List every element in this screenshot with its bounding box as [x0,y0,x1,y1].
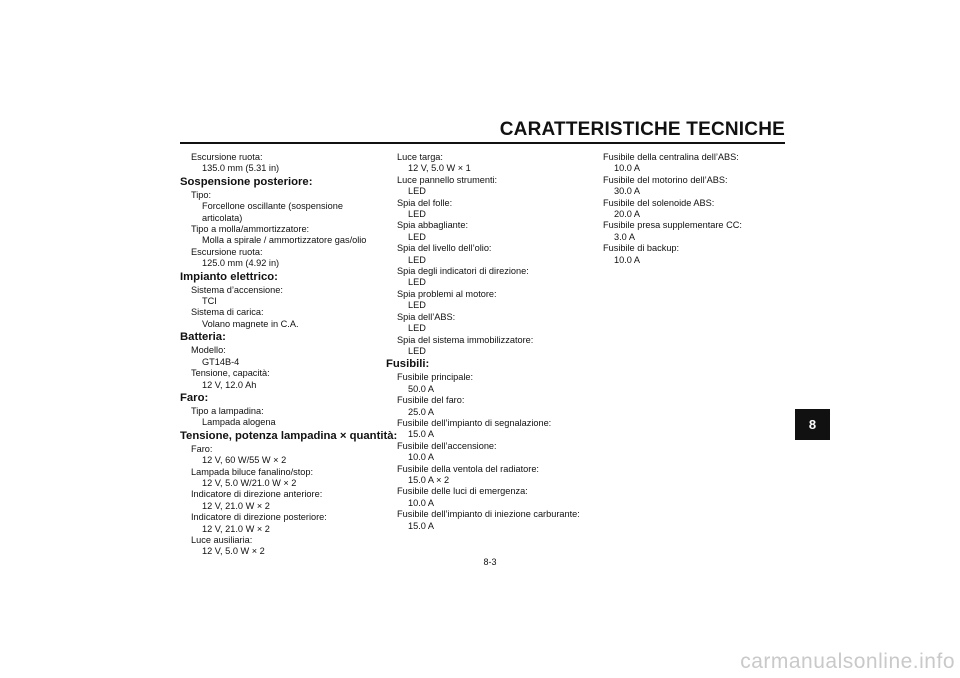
spec-label: Tipo: [191,189,212,200]
section-heading: Impianto elettrico: [180,270,278,283]
spec-value: LED [408,345,426,356]
section-heading: Batteria: [180,331,226,344]
spec-value: LED [408,277,426,288]
spec-value: LED [408,209,426,220]
spec-label: Indicatore di direzione posteriore: [191,512,327,523]
title-divider [180,142,785,144]
spec-value: 10.0 A [408,497,435,508]
spec-label: Escursione ruota: [191,246,263,257]
spec-label: Modello: [191,345,226,356]
spec-value: 3.0 A [614,231,635,242]
spec-value: 10.0 A [614,163,641,174]
section-heading: Faro: [180,391,209,404]
spec-label: Spia del livello dell’olio: [397,243,492,254]
spec-label: Spia del sistema immobilizzatore: [397,334,534,345]
spec-value: LED [408,323,426,334]
spec-label: Tipo a lampadina: [191,405,264,416]
spec-label: Fusibile della ventola del radiatore: [397,463,539,474]
spec-value: 10.0 A [408,452,435,463]
spec-label: Sistema di carica: [191,307,264,318]
spec-label: Fusibile dell’impianto di iniezione carburante: [397,509,580,520]
spec-label: Fusibile dell’accensione: [397,440,497,451]
chapter-tab: 8 [795,409,830,440]
spec-label: Spia del folle: [397,197,453,208]
spec-label: Fusibile del solenoide ABS: [603,197,715,208]
spec-label: Luce ausiliaria: [191,534,253,545]
spec-value: LED [408,254,426,265]
section-heading: Tensione, potenza lampadina × quantità: [180,429,398,442]
spec-label: Spia degli indicatori di direzione: [397,266,529,277]
spec-value: 15.0 A × 2 [408,474,450,485]
spec-value: LED [408,186,426,197]
spec-value: 50.0 A [408,383,435,394]
spec-label: Faro: [191,443,213,454]
spec-label: Spia dell’ABS: [397,311,456,322]
spec-label: Indicatore di direzione anteriore: [191,489,323,500]
spec-column-3 [592,152,782,266]
spec-value: 12 V, 5.0 W × 1 [408,163,471,174]
spec-label: Sistema d’accensione: [191,284,283,295]
spec-value: 10.0 A [614,254,641,265]
spec-label: Spia abbagliante: [397,220,469,231]
spec-value: LED [408,300,426,311]
spec-label: Fusibile della centralina dell’ABS: [603,152,739,162]
spec-label: Luce pannello strumenti: [397,174,498,185]
spec-value: 20.0 A [614,209,641,220]
spec-value: Lampada alogena [202,417,276,428]
page-number: 8-3 [483,557,497,567]
spec-column-1 [180,152,398,558]
spec-value: 15.0 A [408,520,435,531]
spec-value: Molla a spirale / ammortizzatore gas/olio [202,235,367,246]
spec-value: Volano magnete in C.A. [202,318,299,329]
spec-value: 135.0 mm (5.31 in) [202,163,280,174]
spec-value: 125.0 mm (4.92 in) [202,258,280,269]
spec-value: 12 V, 5.0 W × 2 [202,546,265,557]
spec-value: Forcellone oscillante (sospensione articolata) [202,201,343,223]
spec-label: Fusibile presa supplementare CC: [603,220,742,231]
spec-label: Luce targa: [397,152,443,162]
spec-label: Fusibile delle luci di emergenza: [397,486,528,497]
spec-value: 15.0 A [408,429,435,440]
spec-label: Fusibile principale: [397,372,474,383]
page-title: CARATTERISTICHE TECNICHE [499,119,785,140]
spec-value: TCI [202,296,217,307]
spec-value: 12 V, 21.0 W × 2 [202,523,270,534]
spec-label: Spia problemi al motore: [397,288,497,299]
spec-value: 25.0 A [408,406,435,417]
spec-value: 30.0 A [614,186,641,197]
spec-value: 12 V, 5.0 W/21.0 W × 2 [202,477,297,488]
section-heading: Sospensione posteriore: [180,175,313,188]
spec-value: LED [408,231,426,242]
watermark: carmanualsonline.info [740,650,955,673]
spec-label: Escursione ruota: [191,152,263,162]
spec-value: GT14B-4 [202,356,240,367]
spec-value: 12 V, 12.0 Ah [202,379,257,390]
spec-label: Fusibile di backup: [603,243,680,254]
spec-value: 12 V, 21.0 W × 2 [202,500,270,511]
spec-label: Fusibile del motorino dell’ABS: [603,174,728,185]
spec-label: Lampada biluce fanalino/stop: [191,466,314,477]
spec-label: Tipo a molla/ammortizzatore: [191,224,310,235]
spec-label: Tensione, capacità: [191,368,270,379]
spec-label: Fusibile del faro: [397,395,465,406]
spec-label: Fusibile dell’impianto di segnalazione: [397,417,552,428]
spec-column-2 [386,152,592,532]
spec-value: 12 V, 60 W/55 W × 2 [202,455,287,466]
section-heading: Fusibili: [386,358,430,371]
